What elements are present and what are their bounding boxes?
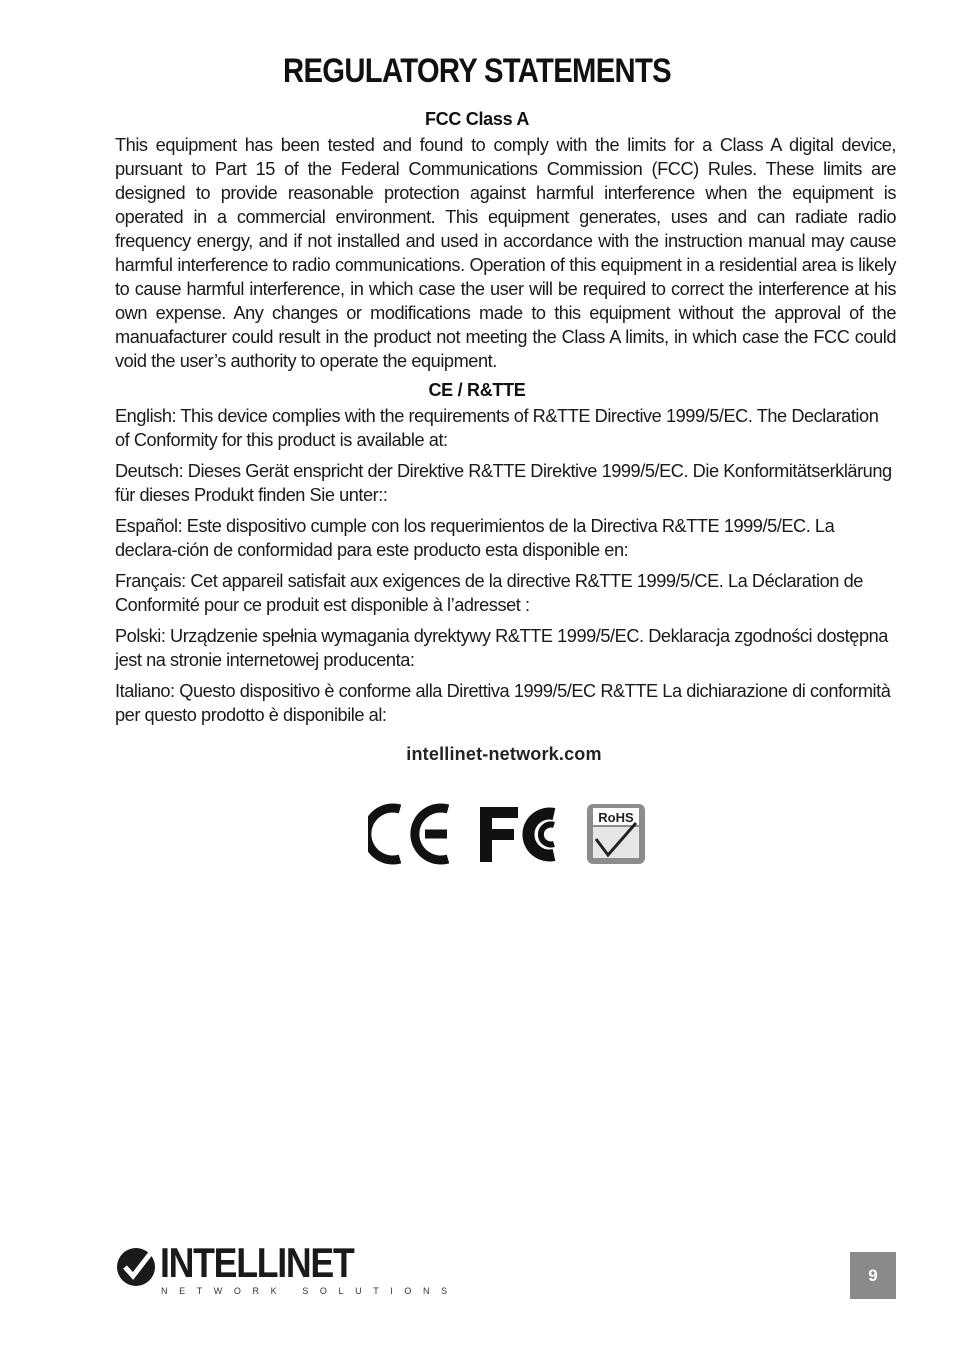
fcc-mark-icon bbox=[480, 807, 554, 862]
fcc-statement: This equipment has been tested and found to comply with the limits for a Class A digital device, pursuant to Part 15 of the Federal Communications Commission (FCC) Rules. These limits are designed to provide reasonable protection against harmful interference when the equipment is operated in a commercial environment. This equipment generates, uses and can radiate radio frequency energy, and if not installed and used in accordance with the instruction manual may cause harmful interference to radio communications. Operation of this equipment in a residential area is likely to cause harmful interference, in which case the user will be required to correct the interference at his own expense. Any changes or modifications made to this equipment without the approval of the manuafacturer could result in the product not meeting the Class A limits, in which case the FCC could void the user’s authority to operate the equipment. bbox=[115, 135, 896, 371]
logo-tagline: NETWORK SOLUTIONS bbox=[161, 1286, 459, 1296]
ce-english: English: This device complies with the requirements of R&TTE Directive 1999/5/EC. The Declaration of Conformity for this product is available at: bbox=[115, 406, 879, 450]
ce-francais: Français: Cet appareil satisfait aux exigences de la directive R&TTE 1999/5/CE. La Déclaration de Conformité pour ce produit est disponible à l’adresset : bbox=[115, 571, 863, 615]
ce-deutsch: Deutsch: Dieses Gerät enspricht der Direktive R&TTE Direktive 1999/5/EC. Die Konformitätserklärung für dieses Produkt finden Sie unter:: bbox=[115, 461, 892, 505]
fcc-heading: FCC Class A bbox=[424, 109, 530, 129]
ce-mark-icon bbox=[368, 808, 448, 860]
ce-italiano: Italiano: Questo dispositivo è conforme alla Direttiva 1999/5/EC R&TTE La dichiarazione di conformità per questo prodotto è disponibile al: bbox=[115, 681, 891, 725]
certification-marks bbox=[368, 803, 648, 865]
ce-espanol: Español: Este dispositivo cumple con los requerimientos de la Directiva R&TTE 1999/5/EC. La declara-ción de conformidad para este producto esta disponible en: bbox=[115, 516, 835, 560]
page-title: REGULATORY STATEMENTS bbox=[283, 52, 671, 90]
ce-polski: Polski: Urządzenie spełnia wymagania dyrektywy R&TTE 1999/5/EC. Deklaracja zgodności dostępna jest na stronie internetowej producenta: bbox=[115, 626, 888, 670]
website-url: intellinet-network.com bbox=[406, 744, 602, 764]
rohs-label: RoHS bbox=[598, 810, 634, 825]
page-number: 9 bbox=[850, 1252, 896, 1299]
logo-wordmark: INTELLINET bbox=[160, 1239, 354, 1286]
ce-statements bbox=[115, 404, 896, 734]
logo-check-icon bbox=[114, 1246, 160, 1288]
ce-heading: CE / R&TTE bbox=[428, 380, 526, 400]
intellinet-logo bbox=[114, 1239, 459, 1300]
